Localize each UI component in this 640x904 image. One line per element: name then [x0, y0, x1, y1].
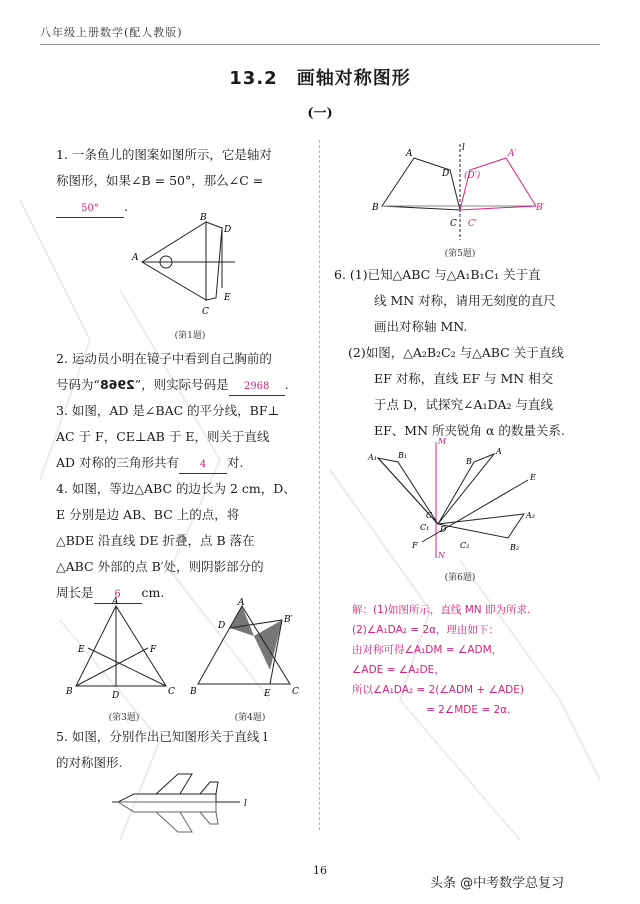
figure-3: [64, 596, 184, 706]
q4-line4: △ABC 外部的点 B′处，则阴影部分的: [56, 559, 264, 574]
fig6-label-n: N: [438, 551, 445, 560]
q2-answer: 2968: [229, 379, 285, 396]
solution-line1: 解：(1)如图所示，直线 MN 即为所求.: [352, 604, 531, 616]
q3-answer: 4: [179, 457, 227, 474]
q3-tail: 对.: [227, 455, 244, 470]
header-rule: [40, 44, 600, 45]
solution-line5: 所以∠A₁DA₂ = 2(∠ADM + ∠ADE): [352, 684, 524, 696]
q1-answer: 50°: [56, 201, 124, 218]
fig5-label-cprime: C′: [468, 219, 477, 229]
fig1-label-a: A: [132, 253, 139, 263]
solution-block: [352, 600, 614, 720]
question-3: [56, 398, 312, 476]
q6-line7: EF、MN 所夹锐角 α 的数量关系.: [374, 423, 565, 438]
q3-line2: AC 于 F，CE⊥AB 于 E，则关于直线: [56, 429, 270, 444]
q3-line3: AD 对称的三角形共有: [56, 455, 180, 470]
q2-line1: 2. 运动员小明在镜子中看到自己胸前的: [56, 351, 272, 366]
figure-6-caption: (第6题): [444, 573, 476, 583]
fig5-label-c: C: [450, 219, 457, 229]
question-2: [56, 346, 312, 398]
q6-line6: 于点 D，试探究∠A₁DA₂ 与直线: [374, 397, 554, 412]
question-4: [56, 476, 312, 606]
section-subtitle: (一): [307, 106, 333, 121]
q2-mirror-number: 2968: [99, 377, 135, 392]
q6-line1: 6. (1)已知△ABC 与△A₁B₁C₁ 关于直: [334, 267, 541, 282]
fig-l-label: l: [244, 799, 247, 809]
fig5-label-bprime: B′: [536, 203, 545, 213]
fig6-label-a: A: [496, 447, 502, 456]
fig6-label-e: E: [530, 473, 536, 482]
fig6-label-b1: B₁: [398, 451, 408, 460]
fig4-label-e: E: [264, 689, 271, 699]
fig4-label-b: B: [190, 687, 197, 697]
q4-line2: E 分别是边 AB、BC 上的点，将: [56, 507, 240, 522]
q1-tail: .: [124, 199, 128, 214]
q4-tail: cm.: [141, 585, 165, 600]
fig3-label-f: F: [150, 645, 157, 655]
source-watermark: 头条 @中考数学总复习: [430, 876, 565, 891]
fig1-label-c: C: [202, 307, 209, 317]
question-5: [56, 724, 312, 776]
fig5-label-b: B: [372, 203, 379, 213]
figure-1-caption: (第1题): [174, 331, 206, 341]
fig1-label-b: B: [200, 213, 207, 223]
fig5-label-l: l: [462, 143, 465, 153]
fig6-label-b2: B₂: [510, 543, 520, 552]
fig6-label-c: C: [426, 511, 433, 520]
fig5-label-aprime: A′: [508, 149, 517, 159]
fig6-label-a1: A₁: [368, 453, 377, 462]
q6-line2: 线 MN 对称，请用无刻度的直尺: [374, 293, 556, 308]
figure-5-kite: [364, 140, 554, 244]
fig6-label-c2: C₂: [460, 541, 470, 550]
figure-3-caption: (第3题): [108, 713, 140, 723]
fig6-label-b: B: [466, 457, 472, 466]
page-title: 13.2 画轴对称图形: [229, 68, 411, 89]
figure-5-plane: [108, 772, 258, 842]
figure-4: [190, 598, 310, 708]
fig1-label-d: D: [224, 225, 232, 235]
fig3-label-d: D: [112, 691, 120, 701]
solution-line6: = 2∠MDE = 2α.: [426, 704, 511, 716]
q6-line4: (2)如图，△A₂B₂C₂ 与△ABC 关于直线: [348, 345, 564, 360]
q5-line1: 5. 如图，分别作出已知图形关于直线 l: [56, 729, 268, 744]
fig5-label-dprime: (D′): [464, 171, 481, 181]
figure-1-fish: [130, 210, 250, 322]
figure-6: [364, 434, 564, 564]
fig3-label-a: A: [112, 597, 119, 607]
column-divider: [319, 140, 320, 830]
fig3-label-c: C: [168, 687, 175, 697]
q4-line3: △BDE 沿直线 DE 折叠，点 B 落在: [56, 533, 255, 548]
q1-line1: 1. 一条鱼儿的图案如图所示，它是轴对: [56, 147, 272, 162]
figure-5-caption: (第5题): [444, 249, 476, 259]
running-header: 八年级上册数学(配人教版): [40, 26, 183, 39]
q1-line2: 称图形，如果∠B = 50°，那么∠C =: [56, 173, 264, 188]
fig3-label-e: E: [78, 645, 85, 655]
fig6-label-d: D: [440, 525, 447, 534]
q6-line3: 画出对称轴 MN.: [374, 319, 468, 334]
question-1: [56, 142, 312, 220]
solution-line3: 由对称可得∠A₁DM = ∠ADM，: [352, 644, 503, 656]
fig4-label-bprime: B′: [284, 615, 293, 625]
q2-tail: .: [284, 377, 289, 392]
question-6: [334, 262, 614, 444]
q2-line2b: ”，则实际号码是: [134, 377, 229, 392]
q2-line2a: 号码为“: [56, 377, 100, 392]
q4-line5: 周长是: [56, 585, 94, 600]
fig4-label-c: C: [292, 687, 299, 697]
fig5-label-d: D: [442, 169, 450, 179]
q3-line1: 3. 如图，AD 是∠BAC 的平分线，BF⊥: [56, 403, 280, 418]
solution-line2: (2)∠A₁DA₂ = 2α，理由如下：: [352, 624, 500, 636]
fig1-label-e: E: [224, 293, 231, 303]
q4-line1: 4. 如图，等边△ABC 的边长为 2 cm，D、: [56, 481, 296, 496]
q4-answer: 6: [94, 587, 142, 604]
q6-line5: EF 对称，直线 EF 与 MN 相交: [374, 371, 554, 386]
fig5-label-a: A: [406, 149, 413, 159]
page-number: 16: [313, 864, 327, 877]
figure-4-caption: (第4题): [234, 713, 266, 723]
fig6-label-a2: A₂: [526, 511, 535, 520]
q5-line2: 的对称图形.: [56, 755, 123, 770]
fig4-label-a: A: [238, 598, 245, 608]
fig6-label-c1: C₁: [420, 523, 430, 532]
fig3-label-b: B: [66, 687, 73, 697]
fig4-label-d: D: [218, 621, 226, 631]
fig6-label-f: F: [412, 541, 418, 550]
fig6-label-m: M: [438, 437, 447, 446]
solution-line4: ∠ADE = ∠A₂DE，: [352, 664, 445, 676]
